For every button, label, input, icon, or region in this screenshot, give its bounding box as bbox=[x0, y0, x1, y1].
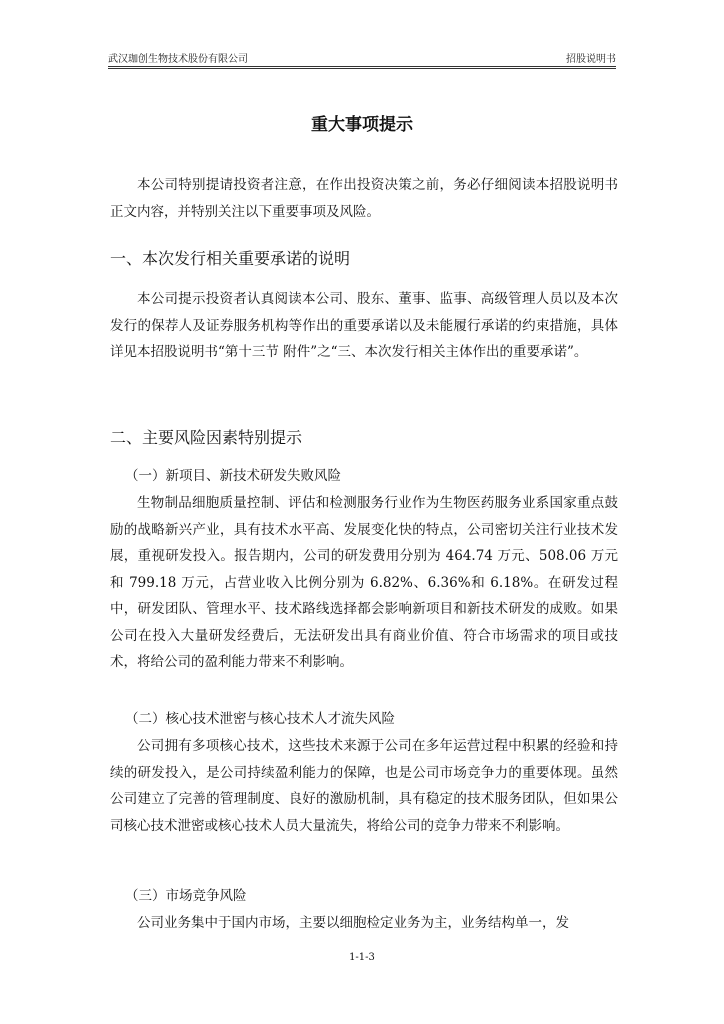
page-number: 1-1-3 bbox=[349, 952, 375, 963]
sub1-paragraph: 生物制品细胞质量控制、评估和检测服务行业作为生物医药服务业系国家重点鼓励的战略新兴产业，具有技术水平高、发展变化快的特点，公司密切关注行业技术发展，重视研发投入。报告期内，公司的研发费用分别为 464.74 万元、508.06 万元和 799.18 万元，占营业收入比例分别为 6.82%、6.36%和 6.18%。在研发过程中，研发团队、管理水平、技术路线选择都会影响新项目和新技术研发的成败。如果公司在投入大量研发经费后，无法研发出具有商业价值、符合市场需求的项目或技术，将给公司的盈利能力带来不利影响。 bbox=[110, 495, 618, 670]
header-doc-type: 招股说明书 bbox=[566, 54, 616, 65]
sub3-heading: （三）市场竞争风险 bbox=[125, 888, 247, 904]
sub2-paragraph: 公司拥有多项核心技术，这些技术来源于公司在多年运营过程中积累的经验和持续的研发投入，是公司持续盈利能力的保障，也是公司市场竞争力的重要体现。虽然公司建立了完善的管理制度、良好的激励机制，具有稳定的技术服务团队，但如果公司核心技术泄密或核心技术人员大量流失，将给公司的竞争力带来不利影响。 bbox=[110, 738, 618, 834]
intro-paragraph: 本公司特别提请投资者注意，在作出投资决策之前，务必仔细阅读本招股说明书正文内容，并特别关注以下重要事项及风险。 bbox=[110, 177, 618, 220]
sub1-heading: （一）新项目、新技术研发失败风险 bbox=[125, 468, 341, 484]
sub2-heading: （二）核心技术泄密与核心技术人才流失风险 bbox=[125, 711, 395, 727]
section2-heading: 二、主要风险因素特别提示 bbox=[110, 428, 303, 447]
header-company: 武汉珈创生物技术股份有限公司 bbox=[108, 54, 248, 65]
page-header bbox=[108, 50, 616, 66]
sub3-paragraph: 公司业务集中于国内市场，主要以细胞检定业务为主，业务结构单一，发 bbox=[137, 915, 569, 931]
section1-paragraph: 本公司提示投资者认真阅读本公司、股东、董事、监事、高级管理人员以及本次发行的保荐人及证券服务机构等作出的重要承诺以及未能履行承诺的约束措施，具体详见本招股说明书“第十三节 附件”之“三、本次发行相关主体作出的重要承诺”。 bbox=[110, 291, 618, 360]
header-rule bbox=[108, 66, 616, 67]
header-rule-2 bbox=[108, 68, 616, 69]
section1-heading: 一、本次发行相关重要承诺的说明 bbox=[110, 249, 351, 268]
page-title: 重大事项提示 bbox=[311, 115, 413, 135]
